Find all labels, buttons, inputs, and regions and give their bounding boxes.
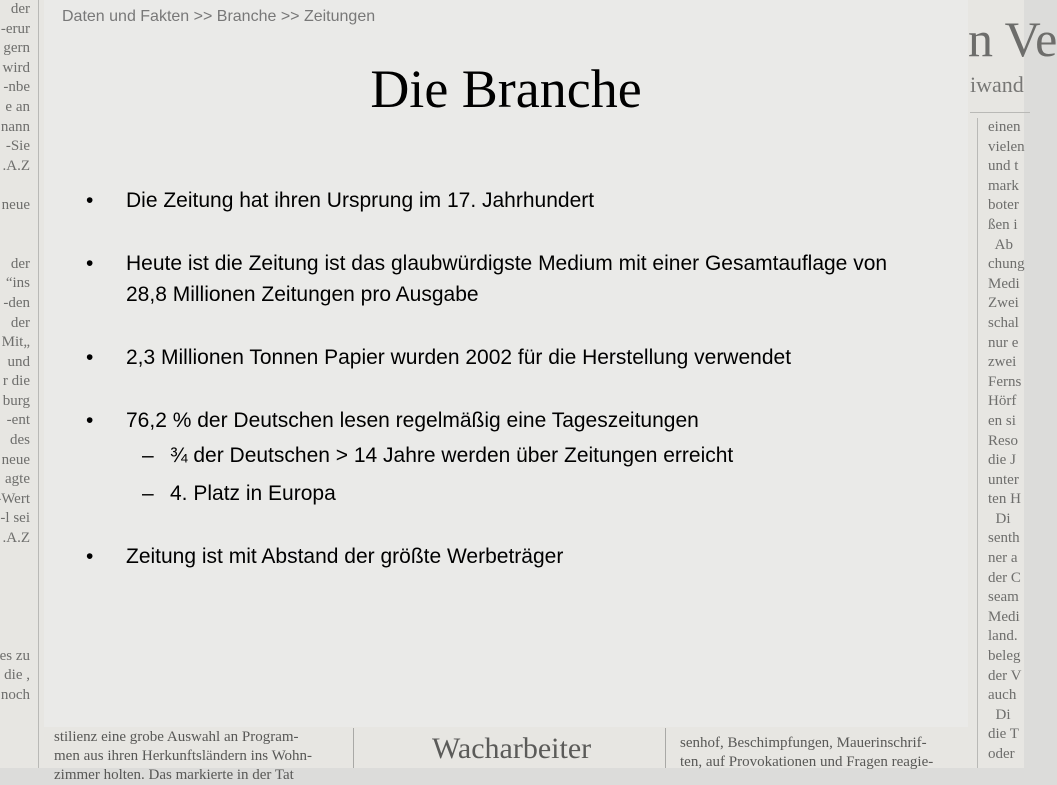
bullet-item — [84, 248, 924, 310]
breadcrumb: Daten und Fakten >> Branche >> Zeitungen — [62, 8, 376, 25]
sub-bullet-text: ¾ der Deutschen > 14 Jahre werden über Zeitungen erreicht — [170, 444, 734, 467]
newspaper-bottom-rule — [665, 728, 666, 768]
bullet-text: Zeitung ist mit Abstand der größte Werbeträger — [126, 545, 564, 568]
bullet-item — [84, 342, 924, 373]
newspaper-column-rule-right — [977, 118, 978, 768]
bullet-point-icon: • — [86, 346, 94, 369]
bullet-text: 2,3 Millionen Tonnen Papier wurden 2002 für die Herstellung verwendet — [126, 346, 792, 369]
newspaper-left-column: der erur- gern wird nbe- e an nann Sie- A.Z. neue der ins“ den- der „Mit und r die burg ent- des neue agte Wert l sei- A.Z. es zu , die noch — [0, 1, 30, 703]
bullet-item — [84, 405, 924, 509]
bullet-text: Die Zeitung hat ihren Ursprung im 17. Jahrhundert — [126, 189, 595, 212]
newspaper-rule-right-top — [970, 112, 1030, 113]
dash-bullet-icon: – — [142, 482, 154, 505]
newspaper-bottom-left-text: stilienz eine grobe Auswahl an Program- men aus ihren Herkunftsländern ins Wohn- zimmer holten. Das markierte in der Tat — [54, 729, 313, 783]
bullet-point-icon: • — [86, 545, 94, 568]
dash-bullet-icon: – — [142, 444, 154, 467]
bullet-text: Heute ist die Zeitung ist das glaubwürdigste Medium mit einer Gesamtauflage von 28,8 Millionen Zeitungen pro Ausgabe — [126, 252, 888, 306]
newspaper-bottom-rule — [353, 728, 354, 768]
sub-bullet-text: 4. Platz in Europa — [170, 482, 336, 505]
bullet-point-icon: • — [86, 189, 94, 212]
bullet-list — [84, 185, 924, 604]
newspaper-right-column: einen vielen und t mark boter ßen i Ab chung Medi Zwei schal nur e zwei Ferns Hörf en si Reso die J unter ten H Di senth ner a der C seam Medi land. beleg der V auch Di die T oder — [988, 119, 1025, 762]
newspaper-bottom-headline: Wacharbeiter — [432, 732, 592, 765]
sub-bullet-list — [126, 440, 924, 509]
newspaper-right-heading: n Ve — [968, 11, 1057, 67]
newspaper-bottom-right-text: senhof, Beschimpfungen, Mauerinschrif- ten, auf Provokationen und Fragen reagie- — [680, 735, 934, 770]
bullet-point-icon: • — [86, 252, 94, 275]
bullet-item — [84, 541, 924, 572]
bullet-text: 76,2 % der Deutschen lesen regelmäßig eine Tageszeitungen — [126, 409, 699, 432]
newspaper-column-rule-left — [38, 0, 39, 768]
sub-bullet-item — [126, 440, 924, 471]
slide-panel — [44, 0, 968, 727]
bullet-point-icon: • — [86, 409, 94, 432]
bullet-item — [84, 185, 924, 216]
slide-title: Die Branche — [370, 59, 642, 119]
newspaper-right-subheading: iwand — [970, 72, 1024, 97]
sub-bullet-item — [126, 478, 924, 509]
newspaper-bottom-strip — [44, 728, 974, 783]
